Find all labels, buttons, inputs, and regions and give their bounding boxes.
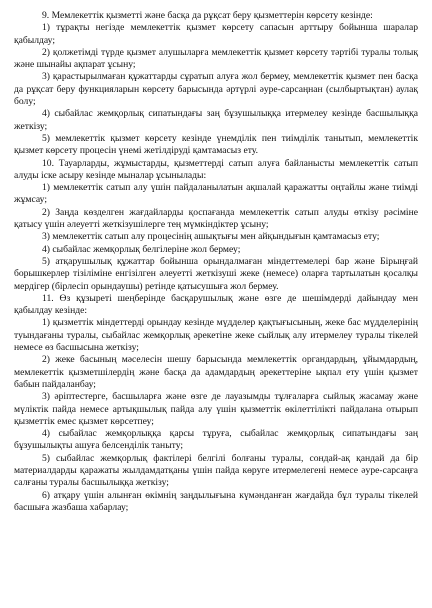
paragraph-9-item-4: 4) сыбайлас жемқорлық сипатындағы заң бұзушылыққа итермелеу кезінде басшылыққа жеткізу; xyxy=(14,108,418,132)
paragraph-11-item-3: 3) әріптестерге, басшыларға және өзге де лауазымды тұлғаларға сыйлық жасамау және мүліктік пайда немесе артықшылық пайда алу үшін қызметтік өкілеттілікті пайдалана отырып қызметтік емес қызмет көрсетпеу; xyxy=(14,391,418,427)
paragraph-10-item-4: 4) сыбайлас жемқорлық белгілеріне жол бермеу; xyxy=(42,243,241,255)
paragraph-11-item-5: 5) сыбайлас жемқорлық фактілері белгілі болғаны туралы, сондай-ақ қандай да бір материалдарды қаражаты жылдамдатқаны үшін пайда көруге итермелегені немесе әуре-сарсаңға салғаны туралы басшылыққа жеткізу; xyxy=(14,452,418,489)
paragraph-10-item-3: 3) мемлекеттік сатып алу процесінің ашықтығы мен айқындығын қамтамасыз ету; xyxy=(42,231,380,243)
paragraph-9-heading: 9. Мемлекеттік қызметті және басқа да рұқсат беру қызметтерін көрсету кезінде: xyxy=(42,10,373,21)
paragraph-9-item-1: 1) тұрақты негізде мемлекеттік қызмет көрсету сапасын арттыру бойынша шаралар қабылдау; xyxy=(14,22,418,46)
paragraph-10-item-2: 2) Заңда көзделген жағдайларды қоспағанда мемлекеттік сатып алуды өткізу рәсіміне қатысу үшін әлеуетті жеткізушілерге тең мүмкіндіктер ұсыну; xyxy=(14,206,418,231)
paragraph-10-heading: 10. Тауарларды, жұмыстарды, қызметтерді сатып алуға байланысты мемлекеттік сатып алуды іске асыру кезінде мыналар ұсынылады: xyxy=(14,157,418,181)
paragraph-11-heading: 11. Өз құзыреті шеңберінде басқарушылық және өзге де шешімдерді дайындау мен қабылдау кезінде: xyxy=(14,292,418,317)
paragraph-11-item-6: 6) атқару үшін алынған өкімнің заңдылығына күмәнданған жағдайда бұл туралы тікелей басшыға жазбаша хабарлау; xyxy=(14,489,418,513)
paragraph-10-item-1: 1) мемлекеттік сатып алу үшін пайдаланылатын ақшалай қаражатты оңтайлы және тиімді жұмсау; xyxy=(14,182,418,206)
paragraph-9-item-5: 5) мемлекеттік қызмет көрсету кезінде үнемділік пен тиімділік танытып, мемлекеттік қызмет көрсету процесін үнемі жетілдіруді қамтамасыз ету. xyxy=(14,132,418,157)
paragraph-11-item-2: 2) жеке басының мәселесін шешу барысында мемлекеттік органдардың, ұйымдардың, мемлекеттік қызметшілердің және басқа да адамдардың әрекеттеріне ықпал ету үшін қызмет бабын пайдаланбау; xyxy=(14,354,418,390)
paragraph-9-item-3: 3) қарастырылмаған құжаттарды сұратып алуға жол бермеу, мемлекеттік қызмет пен басқа да рұқсат беру функцияларын көрсету барысында әртүрлі әуре-сарсаңнан (сылбыртықтан) аулақ болу; xyxy=(14,71,418,108)
paragraph-10-item-5: 5) атқарушылық құжаттар бойынша орындалмаған міндеттемелері бар және Бірыңғай борышкерлер тізіліміне енгізілген әлеуетті жеткізуші жеке (немесе) оларға тартылатын қосалқы мердігер (бірлесіп орындаушы) ретінде қатысушыға жол бермеу. xyxy=(14,255,418,292)
paragraph-9-item-2: 2) қолжетімді түрде қызмет алушыларға мемлекеттік қызмет көрсету тәртібі туралы толық және шынайы ақпарат ұсыну; xyxy=(14,46,418,71)
paragraph-11-item-4: 4) сыбайлас жемқорлыққа қарсы тұруға, сыбайлас жемқорлық сипатындағы заң бұзушылықты ашуға белсенділік таныту; xyxy=(14,428,418,452)
paragraph-11-item-1: 1) қызметтік міндеттерді орындау кезінде мүдделер қақтығысының, жеке бас мүдделерінің туындағаны туралы, сыбайлас жемқорлық әрекетіне жеке сыйлық алу итермелеу туралы тікелей немесе өз басшысына жеткізу; xyxy=(14,317,418,354)
